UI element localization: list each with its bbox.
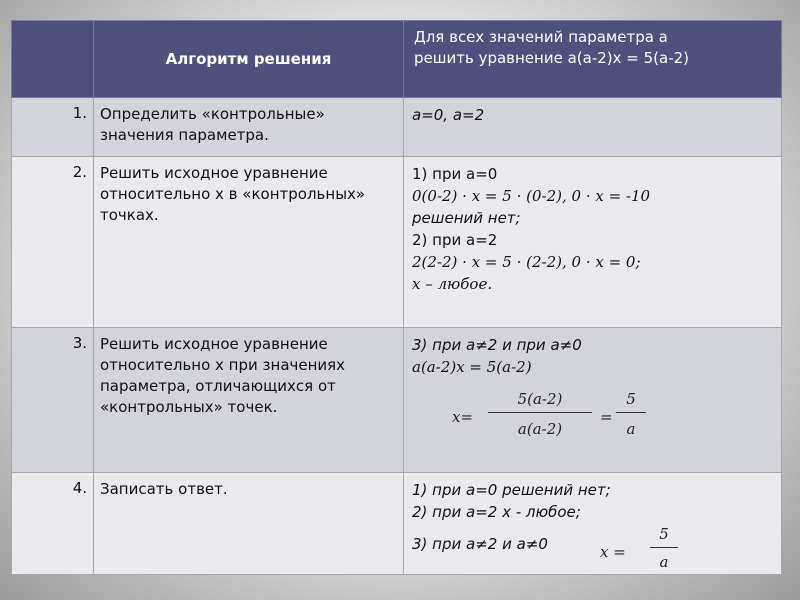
solution-line: а(а-2)х = 5(а-2) xyxy=(412,358,532,376)
formula-lhs: х= xyxy=(452,408,474,426)
row-solution xyxy=(404,473,782,575)
formula-lhs: х = xyxy=(600,543,626,561)
solution-line: 2) при а=2 xyxy=(412,231,498,249)
formula-numerator: 5 xyxy=(626,390,636,408)
header-task-line1: Для всех значений параметра а xyxy=(414,28,668,46)
formula-equals: = xyxy=(600,408,613,426)
formula-denominator: а xyxy=(659,553,669,571)
row-solution xyxy=(404,157,782,328)
algorithm-table xyxy=(11,20,782,575)
row-step: Решить исходное уравнение относительно х при значениях параметра, отличающихся от «контрольных» точек. xyxy=(94,328,404,473)
fraction-bar xyxy=(616,412,646,413)
row-number: 3. xyxy=(12,328,94,473)
answer-line: 3) при а≠2 и а≠0 xyxy=(412,535,548,553)
table-row xyxy=(12,157,782,328)
header-number-cell xyxy=(12,21,94,98)
formula-numerator: 5 xyxy=(659,525,669,543)
solution-line: решений нет; xyxy=(412,209,521,227)
formula-denominator: а xyxy=(626,420,636,438)
fraction-formula xyxy=(412,384,775,456)
table-header-row xyxy=(12,21,782,98)
table-row xyxy=(12,98,782,157)
solution-line: 0(0-2) · х = 5 · (0-2), 0 · х = -10 xyxy=(412,187,651,205)
solution-line: 3) при а≠2 и при а≠0 xyxy=(412,336,582,354)
row-step: Записать ответ. xyxy=(94,473,404,575)
solution-line: х – любое. xyxy=(412,275,493,293)
row-solution: а=0, а=2 xyxy=(404,98,782,157)
solution-line: 1) при а=0 xyxy=(412,165,498,183)
row-number: 1. xyxy=(12,98,94,157)
row-number: 4. xyxy=(12,473,94,575)
answer-line: 2) при а=2 х - любое; xyxy=(412,503,581,521)
fraction-bar xyxy=(488,412,592,413)
formula-numerator: 5(а-2) xyxy=(517,390,563,408)
row-step: Определить «контрольные» значения параметра. xyxy=(94,98,404,157)
formula-denominator: а(а-2) xyxy=(517,420,563,438)
table-row xyxy=(12,328,782,473)
row-step: Решить исходное уравнение относительно х в «контрольных» точках. xyxy=(94,157,404,328)
header-algorithm-title: Алгоритм решения xyxy=(94,21,404,98)
header-task-line2: решить уравнение а(а-2)х = 5(а-2) xyxy=(414,49,690,67)
fraction-bar xyxy=(650,547,678,548)
answer-line: 1) при а=0 решений нет; xyxy=(412,481,611,499)
solution-line: 2(2-2) · х = 5 · (2-2), 0 · х = 0; xyxy=(412,253,641,271)
row-number: 2. xyxy=(12,157,94,328)
table-row xyxy=(12,473,782,575)
header-task xyxy=(404,21,782,98)
row-solution xyxy=(404,328,782,473)
